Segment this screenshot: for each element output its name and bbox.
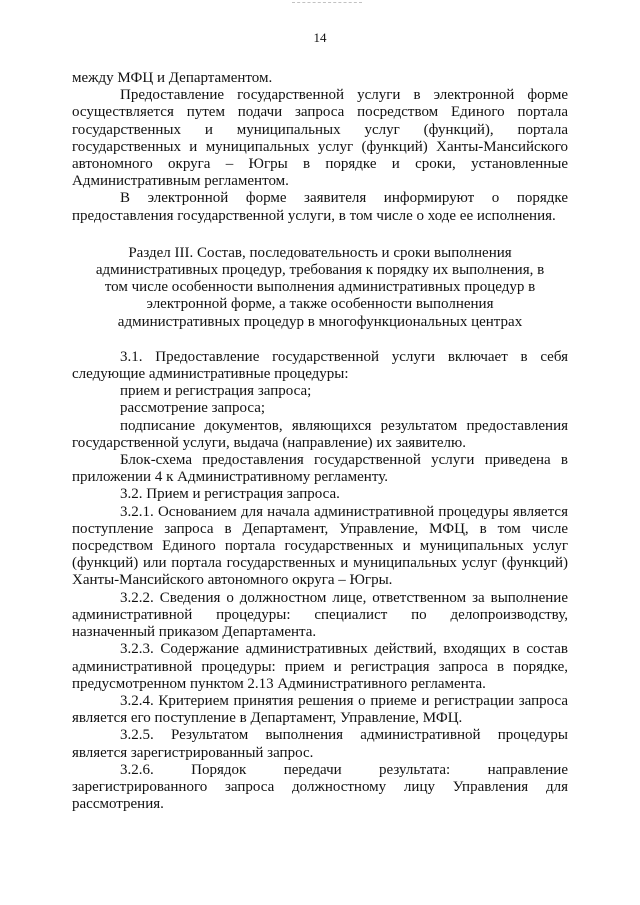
list-item: прием и регистрация запроса; bbox=[120, 383, 312, 400]
list-item: подписание документов, являющихся результатом предоставления государственной услуги, выдача (направление) их заявителю. bbox=[72, 417, 568, 451]
paragraph: 3.2.1. Основанием для начала административной процедуры является поступление запроса в Департамент, Управление, МФЦ, в том числе посредством Единого портала государственных и муниципальных услуг (функций) или портала государственных и муниципальных услуг (функций) Ханты-Мансийского автономного округа – Югры. bbox=[72, 503, 568, 589]
paragraph: Предоставление государственной услуги в электронной форме осуществляется путем подачи запроса посредством Единого портала государственных и муниципальных услуг (функций), портала государственных и муниципальных услуг (функций) Ханты-Мансийского автономного округа – Югры в порядке и сроки, установленные Административным регламентом. bbox=[72, 87, 568, 190]
document-body bbox=[72, 70, 568, 813]
paragraph: В электронной форме заявителя информируют о порядке предоставления государственной услуги, в том числе о ходе ее исполнения. bbox=[72, 190, 568, 224]
scan-mark bbox=[292, 2, 362, 7]
paragraph: между МФЦ и Департаментом. bbox=[72, 70, 273, 86]
section-heading: Раздел III. Состав, последовательность и сроки выполнения административных процедур, требования к порядку их выполнения, в том числе особенности выполнения административных процедур в электронной форме, а также особенности выполнения административных процедур в многофункциональных центрах bbox=[95, 244, 545, 330]
paragraph: 3.2.4. Критерием принятия решения о приеме и регистрации запроса является его поступление в Департамент, Управление, МФЦ. bbox=[72, 692, 568, 727]
paragraph: 3.2.6. Порядок передачи результата: направление зарегистрированного запроса должностному лицу Управления для рассмотрения. bbox=[72, 761, 568, 813]
paragraph: 3.2.2. Сведения о должностном лице, ответственном за выполнение административной процедуры: специалист по делопроизводству, назначенный приказом Департамента. bbox=[72, 589, 568, 641]
paragraph: 3.2.5. Результатом выполнения административной процедуры является зарегистрированный запрос. bbox=[72, 727, 568, 761]
paragraph: 3.2.3. Содержание административных действий, входящих в состав административной процедуры: прием и регистрация запроса в порядке, предусмотренном пунктом 2.13 Административного регламента. bbox=[72, 641, 568, 692]
list-item: рассмотрение запроса; bbox=[120, 400, 266, 417]
paragraph: Блок-схема предоставления государственной услуги приведена в приложении 4 к Административному регламенту. bbox=[72, 452, 568, 486]
page-number: 14 bbox=[313, 30, 327, 45]
paragraph: 3.2. Прием и регистрация запроса. bbox=[120, 486, 340, 503]
paragraph: 3.1. Предоставление государственной услуги включает в себя следующие административные процедуры: bbox=[72, 348, 568, 383]
